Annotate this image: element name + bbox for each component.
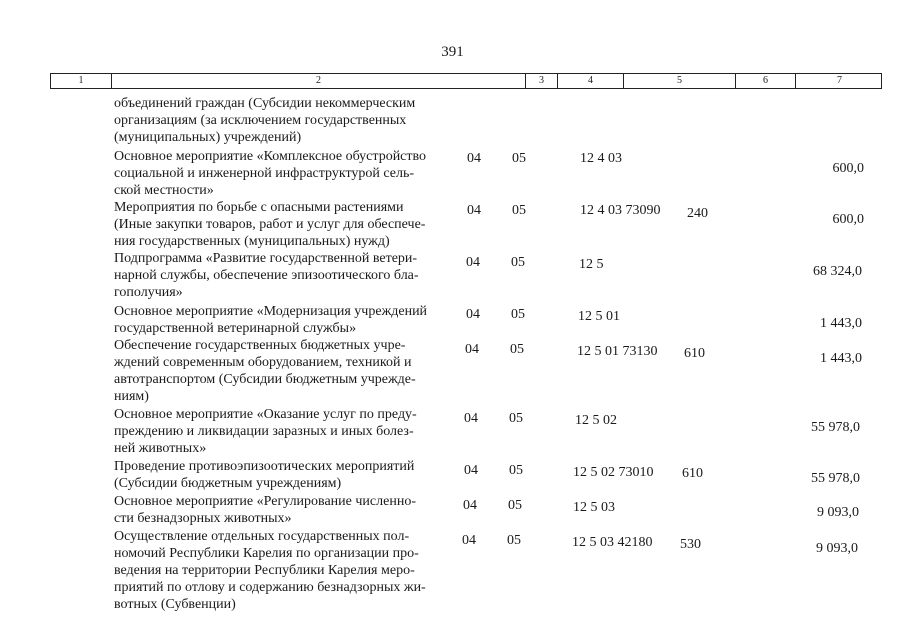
row-10-subsection: 05 <box>507 533 521 548</box>
row-2-desc-line-1: Основное мероприятие «Комплексное обустройство <box>114 149 427 164</box>
row-1-desc-line-3: (муниципальных) учреждений) <box>114 130 302 145</box>
row-10-desc-line-3: ведения на территории Республики Карелия меро- <box>114 563 415 578</box>
row-8-target-article: 12 5 02 73010 <box>573 465 654 480</box>
row-7-subsection: 05 <box>509 411 523 426</box>
row-10-section: 04 <box>462 533 476 548</box>
row-6-section: 04 <box>465 342 479 357</box>
header-col-6: 6 <box>735 74 795 88</box>
header-col-4: 4 <box>557 74 623 88</box>
row-1-desc-line-2: организациям (за исключением государственных <box>114 113 407 128</box>
row-4-target-article: 12 5 <box>579 257 604 272</box>
header-col-1: 1 <box>78 75 84 86</box>
row-7-amount: 55 978,0 <box>811 420 860 435</box>
row-7-desc-line-3: ней животных» <box>114 441 207 456</box>
page-number: 391 <box>441 44 464 60</box>
row-2-amount: 600,0 <box>832 161 864 176</box>
row-8-desc-line-1: Проведение противоэпизоотических мероприятий <box>114 459 415 474</box>
row-8-amount: 55 978,0 <box>811 471 860 486</box>
row-2-section: 04 <box>467 151 481 166</box>
row-2-desc-line-2: социальной и инженерной инфраструктурой сель- <box>114 166 415 181</box>
row-1-desc-line-1: объединений граждан (Субсидии некоммерческим <box>114 96 416 111</box>
row-8-section: 04 <box>464 463 478 478</box>
row-5-desc-line-1: Основное мероприятие «Модернизация учреждений <box>114 304 428 319</box>
row-7-section: 04 <box>464 411 478 426</box>
row-6-desc-line-4: ниям) <box>114 389 149 404</box>
row-2-target-article: 12 4 03 <box>580 151 622 166</box>
table-header-row <box>50 73 882 89</box>
row-8-subsection: 05 <box>509 463 523 478</box>
row-5-amount: 1 443,0 <box>820 316 862 331</box>
row-5-subsection: 05 <box>511 307 525 322</box>
row-7-desc-line-1: Основное мероприятие «Оказание услуг по преду- <box>114 407 417 422</box>
header-col-7: 7 <box>795 74 883 88</box>
row-4-desc-line-2: нарной службы, обеспечение эпизоотического бла- <box>114 268 419 283</box>
row-6-desc-line-1: Обеспечение государственных бюджетных учре- <box>114 338 406 353</box>
row-6-subsection: 05 <box>510 342 524 357</box>
header-col-2: 2 <box>111 74 525 88</box>
row-3-amount: 600,0 <box>832 212 864 227</box>
row-9-subsection: 05 <box>508 498 522 513</box>
row-10-desc-line-2: номочий Республики Карелия по организации про- <box>114 546 419 561</box>
row-6-amount: 1 443,0 <box>820 351 862 366</box>
row-4-subsection: 05 <box>511 255 525 270</box>
row-4-desc-line-1: Подпрограмма «Развитие государственной ветери- <box>114 251 418 266</box>
row-2-subsection: 05 <box>512 151 526 166</box>
row-10-expense-type: 530 <box>680 537 701 552</box>
row-5-section: 04 <box>466 307 480 322</box>
row-4-amount: 68 324,0 <box>813 264 862 279</box>
row-9-desc-line-1: Основное мероприятие «Регулирование численно- <box>114 494 416 509</box>
row-3-subsection: 05 <box>512 203 526 218</box>
row-10-desc-line-4: приятий по отлову и содержанию безнадзорных жи- <box>114 580 426 595</box>
row-3-desc-line-3: ния государственных (муниципальных) нужд) <box>114 234 390 249</box>
row-3-desc-line-1: Мероприятия по борьбе с опасными растениями <box>114 200 404 215</box>
row-9-section: 04 <box>463 498 477 513</box>
row-10-desc-line-1: Осуществление отдельных государственных пол- <box>114 529 410 544</box>
header-col-5: 5 <box>623 74 735 88</box>
row-10-desc-line-5: вотных (Субвенции) <box>114 597 236 612</box>
row-4-section: 04 <box>466 255 480 270</box>
row-6-target-article: 12 5 01 73130 <box>577 344 658 359</box>
row-3-expense-type: 240 <box>687 206 708 221</box>
row-7-desc-line-2: преждению и ликвидации заразных и иных болез- <box>114 424 414 439</box>
row-4-desc-line-3: гополучия» <box>114 285 183 300</box>
row-6-expense-type: 610 <box>684 346 705 361</box>
row-10-target-article: 12 5 03 42180 <box>572 535 653 550</box>
row-5-desc-line-2: государственной ветеринарной службы» <box>114 321 357 336</box>
header-col-3: 3 <box>525 74 557 88</box>
row-9-desc-line-2: сти безнадзорных животных» <box>114 511 292 526</box>
row-3-section: 04 <box>467 203 481 218</box>
row-3-target-article: 12 4 03 73090 <box>580 203 661 218</box>
row-2-desc-line-3: ской местности» <box>114 183 214 198</box>
row-3-desc-line-2: (Иные закупки товаров, работ и услуг для обеспече- <box>114 217 426 232</box>
row-9-amount: 9 093,0 <box>817 505 859 520</box>
row-6-desc-line-3: автотранспортом (Субсидии бюджетным учрежде- <box>114 372 416 387</box>
row-7-target-article: 12 5 02 <box>575 413 617 428</box>
row-10-amount: 9 093,0 <box>816 541 858 556</box>
row-6-desc-line-2: ждений современным оборудованием, техникой и <box>114 355 412 370</box>
row-8-expense-type: 610 <box>682 466 703 481</box>
row-8-desc-line-2: (Субсидии бюджетным учреждениям) <box>114 476 342 491</box>
row-5-target-article: 12 5 01 <box>578 309 620 324</box>
row-9-target-article: 12 5 03 <box>573 500 615 515</box>
